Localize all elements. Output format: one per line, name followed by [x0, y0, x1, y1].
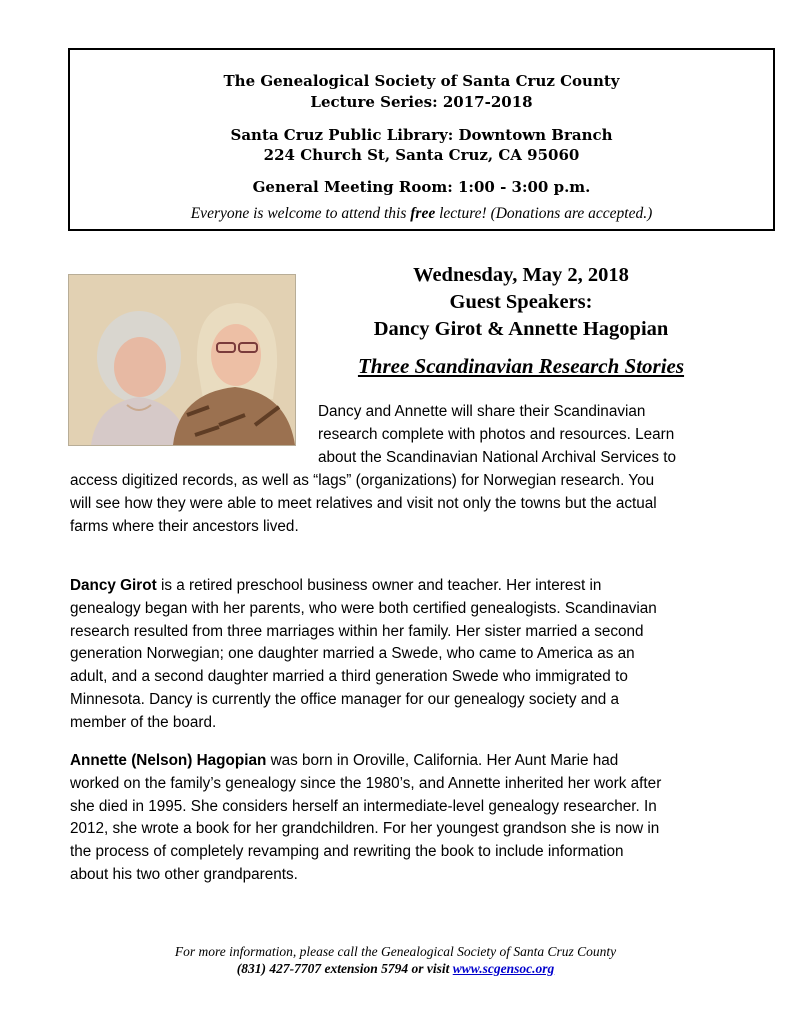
bio-line: genealogy began with her parents, who were both certified genealogists. Scandinavian	[70, 599, 657, 617]
bio-line: she died in 1995. She considers herself an intermediate-level genealogy researcher. In	[70, 797, 657, 815]
bio-line: worked on the family’s genealogy since the 1980’s, and Annette inherited her work after	[70, 774, 662, 792]
room-time: General Meeting Room: 1:00 - 3:00 p.m.	[252, 178, 591, 196]
website-link[interactable]: www.scgensoc.org	[452, 961, 555, 976]
intro-line: research complete with photos and resources. Learn	[318, 426, 675, 443]
intro-line: farms where their ancestors lived.	[70, 518, 299, 535]
bio-line: about his two other grandparents.	[70, 865, 298, 883]
bio-dancy-name: Dancy Girot	[70, 577, 157, 594]
bio-line: adult, and a second daughter married a third generation Swede who immigrated to	[70, 668, 628, 686]
header-box	[68, 48, 775, 231]
bio-line: research resulted from three marriages within her family. Her sister married a second	[70, 622, 644, 640]
guest-speakers-label: Guest Speakers:	[449, 291, 593, 313]
intro-line: access digitized records, as well as “lags” (organizations) for Norwegian research. You	[70, 472, 655, 489]
talk-title: Three Scandinavian Research Stories	[357, 354, 685, 378]
bio-line: Minnesota. Dancy is currently the office manager for our genealogy society and a	[70, 690, 620, 708]
address: 224 Church St, Santa Cruz, CA 95060	[263, 146, 580, 164]
bio-dancy: Dancy Girot is a retired preschool business owner and teacher. Her interest in genealogy began with her parents, who were both certified genealogists. Scandinavian research resulted from three marriages within her family. Her sister married a second generation Norwegian; one daughter married a Swede, who came to America as an adult, and a second daughter married a third generation Swede who immigrated to Minnesota. Dancy is currently the office manager for our genealogy society and a member of the board.	[70, 575, 730, 735]
bio-annette: Annette (Nelson) Hagopian was born in Oroville, California. Her Aunt Marie had worked on the family’s genealogy since the 1980’s, and Annette inherited her work after she died in 1995. She considers herself an intermediate-level genealogy researcher. In 2012, she wrote a book for her grandchildren. For her youngest grandson she is now in the process of completely revamping and rewriting the book to include information about his two other grandparents.	[70, 750, 730, 887]
event-date: Wednesday, May 2, 2018	[413, 264, 629, 286]
footer	[0, 943, 791, 977]
intro-line: about the Scandinavian National Archival Services to	[318, 449, 676, 466]
bio-line: 2012, she wrote a book for her grandchildren. For her youngest grandson she is now in	[70, 820, 660, 838]
bio-line: member of the board.	[70, 713, 217, 731]
venue: Santa Cruz Public Library: Downtown Branch	[230, 126, 613, 144]
speaker-names: Dancy Girot & Annette Hagopian	[373, 318, 669, 340]
speakers-photo	[68, 274, 296, 446]
lecture-series: Lecture Series: 2017-2018	[310, 93, 533, 111]
intro-line: Dancy and Annette will share their Scandinavian	[318, 403, 646, 420]
welcome-note: Everyone is welcome to attend this free lecture! (Donations are accepted.)	[190, 205, 653, 222]
bio-annette-name: Annette (Nelson) Hagopian	[70, 752, 267, 769]
org-name: The Genealogical Society of Santa Cruz County	[223, 72, 620, 90]
intro-line: will see how they were able to meet relatives and visit not only the towns but the actual	[70, 495, 657, 512]
footer-contact: (831) 427-7707 extension 5794 or visit www.scgensoc.org	[236, 961, 555, 976]
bio-line: the process of completely revamping and rewriting the book to include information	[70, 843, 624, 861]
footer-info: For more information, please call the Genealogical Society of Santa Cruz County	[174, 944, 617, 959]
bio-line: generation Norwegian; one daughter married a Swede, who came to America as an	[70, 645, 635, 663]
